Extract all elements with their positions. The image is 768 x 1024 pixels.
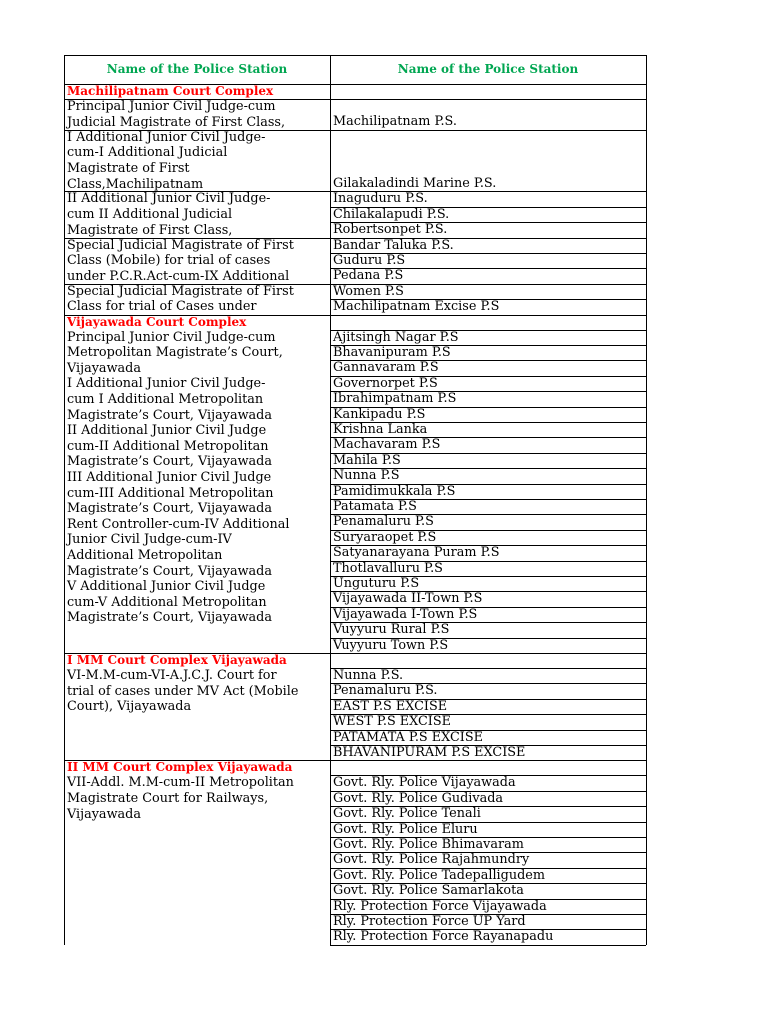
station-name: Robertsonpet P.S. bbox=[333, 222, 448, 238]
court-name-line: Class (Mobile) for trial of cases bbox=[67, 253, 271, 269]
station-name: Mahila P.S bbox=[333, 452, 401, 468]
court-name bbox=[64, 330, 330, 653]
court-name-line: VI-M.M-cum-VI-A.J.C.J. Court for bbox=[67, 668, 277, 683]
grid-line bbox=[64, 55, 65, 945]
station-name: Gannavaram P.S bbox=[333, 360, 439, 376]
court-name-line: Rent Controller-cum-IV Additional bbox=[67, 516, 290, 532]
station-name: Nunna P.S. bbox=[333, 668, 404, 683]
court-name-line: Magistrate’s Court, Vijayawada bbox=[67, 454, 272, 470]
court-name-line: Principal Junior Civil Judge-cum bbox=[67, 99, 276, 114]
station-name: Govt. Rly. Police Samarlakota bbox=[333, 883, 524, 899]
grid-line bbox=[330, 55, 331, 945]
court-name-line: trial of cases under MV Act (Mobile bbox=[67, 683, 299, 699]
court-name-line: I Additional Junior Civil Judge- bbox=[67, 129, 266, 145]
court-name bbox=[64, 668, 330, 760]
section-title: I MM Court Complex Vijayawada bbox=[67, 653, 287, 667]
station-name: Patamata P.S bbox=[333, 499, 417, 514]
station-name: Vijayawada I-Town P.S bbox=[333, 606, 478, 622]
court-name-line: Special Judicial Magistrate of First bbox=[67, 237, 294, 253]
court-name-line: Magistrate Court for Railways, bbox=[67, 790, 269, 806]
station-name: Govt. Rly. Police Eluru bbox=[333, 821, 478, 837]
station-name: Pamidimukkala P.S bbox=[333, 483, 456, 499]
station-name: Women P.S bbox=[333, 283, 404, 299]
station-name: Govt. Rly. Police Gudivada bbox=[333, 790, 504, 806]
court-name-line: Magistrate’s Court, Vijayawada bbox=[67, 610, 272, 626]
court-name-line: cum-II Additional Metropolitan bbox=[67, 438, 269, 454]
court-name-line: cum I Additional Metropolitan bbox=[67, 391, 264, 407]
grid-line bbox=[330, 945, 646, 946]
station-name: WEST P.S EXCISE bbox=[333, 714, 451, 730]
station-name: Govt. Rly. Police Tenali bbox=[333, 806, 481, 822]
station-name: Govt. Rly. Police Bhimavaram bbox=[333, 837, 524, 852]
station-name: Govt. Rly. Police Vijayawada bbox=[333, 775, 516, 791]
station-name: Guduru P.S bbox=[333, 253, 406, 268]
court-name-line: cum II Additional Judicial bbox=[67, 206, 233, 222]
station-name: Nunna P.S bbox=[333, 468, 400, 484]
station-name: Suryaraopet P.S bbox=[333, 529, 437, 545]
section-title: Machilipatnam Court Complex bbox=[67, 84, 274, 98]
station-name: Ajitsingh Nagar P.S bbox=[333, 329, 459, 345]
court-name-line: Court), Vijayawada bbox=[67, 699, 192, 715]
court-name bbox=[64, 284, 330, 315]
court-name-line: I Additional Junior Civil Judge- bbox=[67, 376, 266, 392]
court-name-line: Metropolitan Magistrate’s Court, bbox=[67, 345, 283, 361]
court-name-line: under P.C.R.Act-cum-IX Additional bbox=[67, 268, 290, 284]
court-name-line: cum-III Additional Metropolitan bbox=[67, 485, 274, 501]
court-name-line: Junior Civil Judge-cum-IV bbox=[67, 532, 232, 548]
station-name: Bandar Taluka P.S. bbox=[333, 237, 454, 253]
station-name: Machavaram P.S bbox=[333, 437, 441, 453]
court-name-line: II Additional Junior Civil Judge- bbox=[67, 191, 271, 207]
station-name: Chilakalapudi P.S. bbox=[333, 206, 450, 222]
station-name: Rly. Protection Force Vijayawada bbox=[333, 898, 547, 914]
station-name: Inaguduru P.S. bbox=[333, 191, 428, 207]
station-name: Machilipatnam P.S. bbox=[333, 114, 457, 130]
station-name: Ibrahimpatnam P.S bbox=[333, 391, 457, 407]
station-name: Satyanarayana Puram P.S bbox=[333, 545, 500, 561]
station-name: PATAMATA P.S EXCISE bbox=[333, 729, 483, 745]
court-name-line: Judicial Magistrate of First Class, bbox=[67, 114, 286, 130]
station-name: Bhavanipuram P.S bbox=[333, 345, 451, 360]
court-name bbox=[64, 238, 330, 284]
court-name-line: Vijayawada bbox=[67, 806, 141, 822]
court-name-line: Magistrate’s Court, Vijayawada bbox=[67, 563, 272, 579]
court-name bbox=[64, 775, 330, 944]
station-name: Vuyyuru Rural P.S bbox=[333, 622, 450, 638]
section-title: II MM Court Complex Vijayawada bbox=[67, 760, 293, 775]
station-name: Gilakaladindi Marine P.S. bbox=[333, 175, 497, 191]
station-name: EAST P.S EXCISE bbox=[333, 698, 448, 714]
station-name: Rly. Protection Force Rayanapadu bbox=[333, 929, 554, 945]
court-name-line: Vijayawada bbox=[67, 360, 141, 376]
station-name: Govt. Rly. Police Tadepalligudem bbox=[333, 867, 545, 883]
station-name: Unguturu P.S bbox=[333, 576, 420, 591]
court-name-line: Principal Junior Civil Judge-cum bbox=[67, 329, 276, 345]
court-name-line: Special Judicial Magistrate of First bbox=[67, 283, 294, 299]
header-left: Name of the Police Station bbox=[106, 62, 288, 76]
court-name bbox=[64, 191, 330, 237]
header-right: Name of the Police Station bbox=[397, 62, 579, 76]
court-name-line: Magistrate’s Court, Vijayawada bbox=[67, 501, 272, 517]
station-name: Rly. Protection Force UP Yard bbox=[333, 914, 526, 929]
station-name: Governorpet P.S bbox=[333, 375, 438, 391]
station-name: Govt. Rly. Police Rajahmundry bbox=[333, 852, 530, 868]
court-name-line: cum-V Additional Metropolitan bbox=[67, 594, 267, 610]
court-name-line: III Additional Junior Civil Judge bbox=[67, 469, 272, 485]
station-name: Penamaluru P.S. bbox=[333, 683, 438, 699]
court-name-line: Class for trial of Cases under bbox=[67, 299, 257, 315]
station-name: Kankipadu P.S bbox=[333, 406, 426, 422]
court-name bbox=[64, 99, 330, 130]
station-name: BHAVANIPURAM P.S EXCISE bbox=[333, 745, 526, 760]
station-name: Vuyyuru Town P.S bbox=[333, 637, 449, 653]
court-name-line: Additional Metropolitan bbox=[67, 547, 223, 563]
court-name-line: cum-I Additional Judicial bbox=[67, 145, 228, 161]
station-name: Krishna Lanka bbox=[333, 422, 428, 437]
station-name: Pedana P.S bbox=[333, 268, 404, 284]
court-name-line: Class,Machilipatnam bbox=[67, 176, 204, 192]
court-name-line: Magistrate of First Class, bbox=[67, 222, 233, 238]
grid-line bbox=[646, 55, 647, 945]
station-name: Machilipatnam Excise P.S bbox=[333, 299, 500, 315]
court-name-line: Magistrate of First bbox=[67, 160, 190, 176]
court-name bbox=[64, 130, 330, 192]
court-name-line: II Additional Junior Civil Judge bbox=[67, 423, 267, 439]
court-name-line: V Additional Junior Civil Judge bbox=[67, 579, 266, 595]
court-name-line: Magistrate’s Court, Vijayawada bbox=[67, 407, 272, 423]
station-name: Thotlavalluru P.S bbox=[333, 560, 443, 576]
police-station-table bbox=[64, 55, 646, 970]
station-name: Vijayawada II-Town P.S bbox=[333, 591, 483, 607]
station-name: Penamaluru P.S bbox=[333, 514, 434, 530]
court-name-line: VII-Addl. M.M-cum-II Metropolitan bbox=[67, 775, 294, 791]
section-title: Vijayawada Court Complex bbox=[67, 314, 247, 329]
